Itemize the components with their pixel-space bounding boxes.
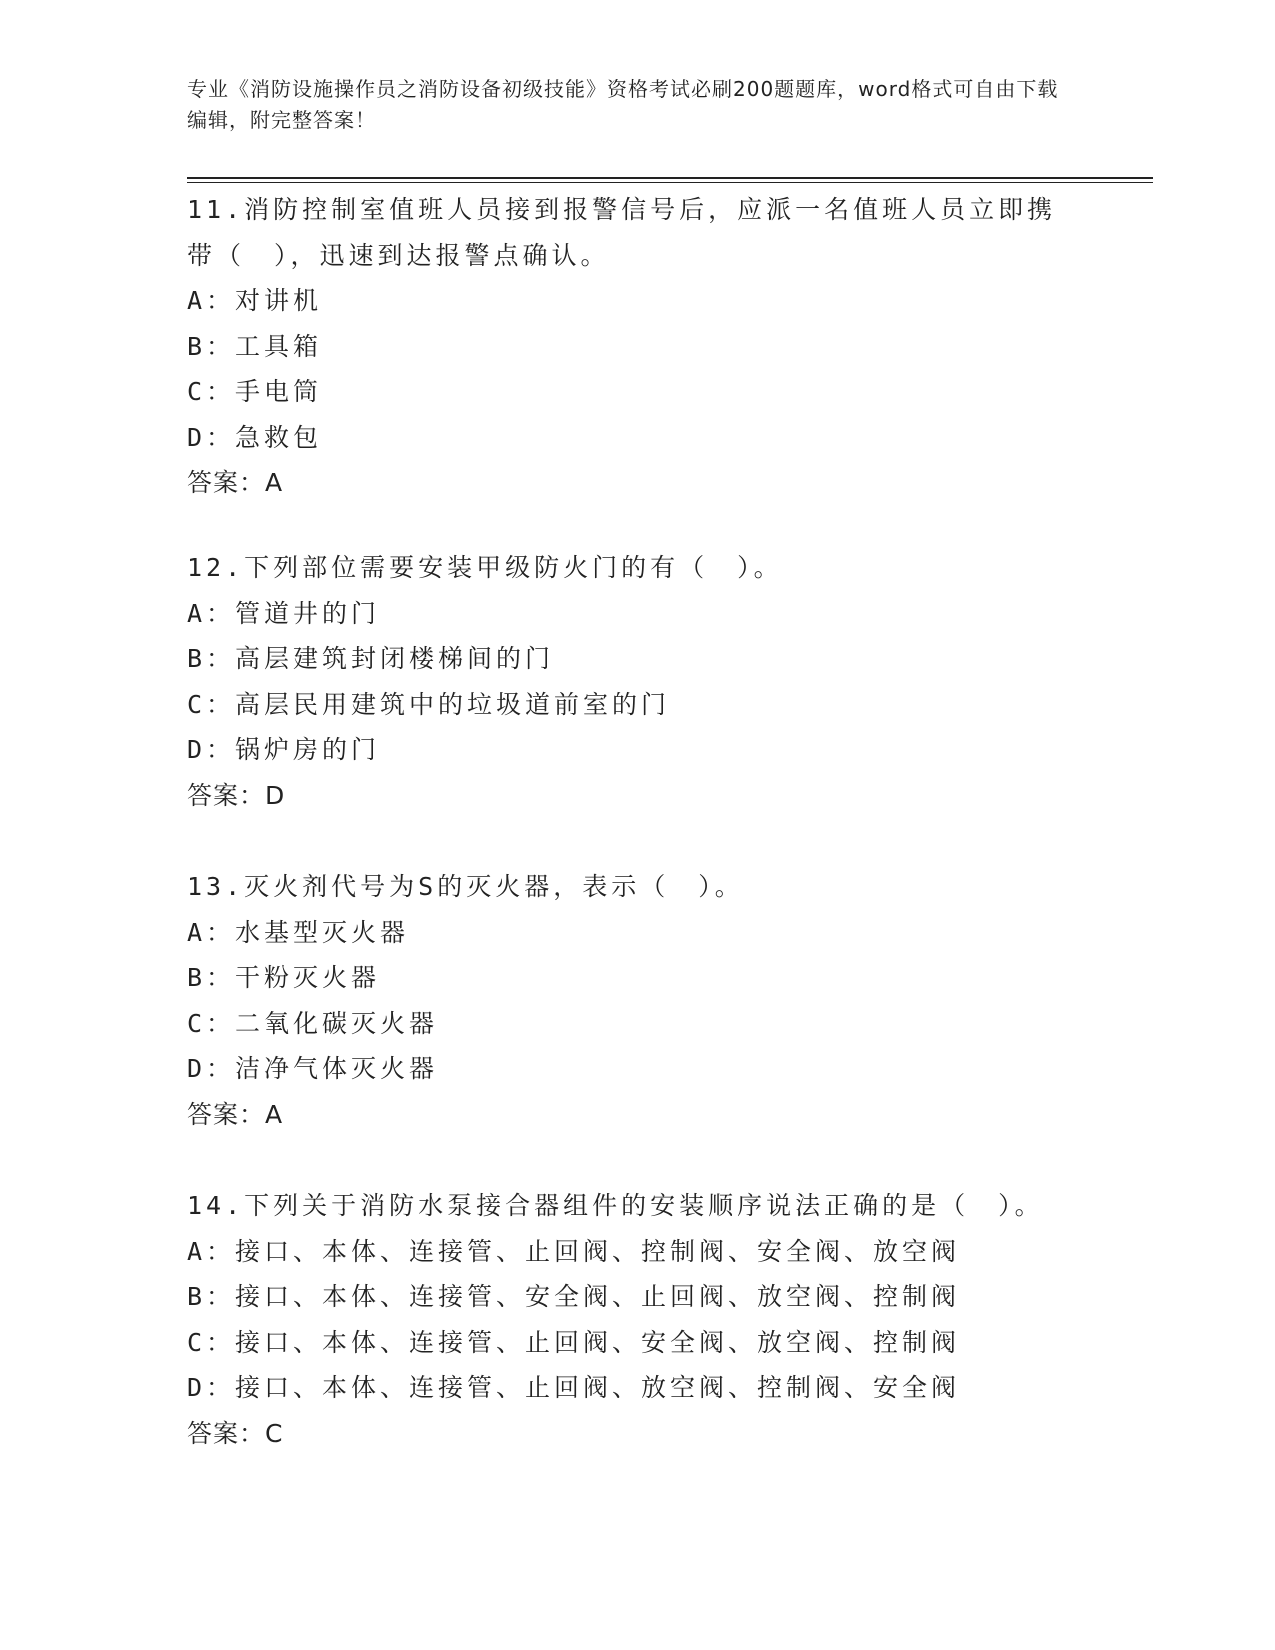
answer: 答案：A — [187, 468, 284, 497]
question-14 — [187, 1183, 1087, 1456]
option-d: D：锅炉房的门 — [187, 735, 381, 764]
option-d: D：接口、本体、连接管、止回阀、放空阀、控制阀、安全阀 — [187, 1373, 961, 1402]
option-a: A：水基型灭火器 — [187, 917, 410, 947]
option-b: B：干粉灭火器 — [187, 963, 381, 992]
question-stem: 12.下列部位需要安装甲级防火门的有（ ）。 — [187, 553, 783, 582]
option-b: B：高层建筑封闭楼梯间的门 — [187, 644, 555, 673]
answer: 答案：D — [187, 780, 286, 810]
option-c: C：高层民用建筑中的垃圾道前室的门 — [187, 689, 671, 719]
question-stem: 13.灭火剂代号为S的灭火器，表示（ ）。 — [187, 872, 744, 901]
answer: 答案：C — [187, 1418, 284, 1448]
option-a: A：管道井的门 — [187, 598, 381, 628]
answer: 答案：A — [187, 1099, 284, 1129]
question-stem: 14.下列关于消防水泵接合器组件的安装顺序说法正确的是（ ）。 — [187, 1191, 1044, 1220]
document-header: 专业《消防设施操作员之消防设备初级技能》资格考试必刷200题题库，word格式可自由下载编辑，附完整答案！ — [187, 77, 1059, 132]
question-13 — [187, 864, 1087, 1137]
option-c: C：手电筒 — [187, 377, 323, 406]
question-11 — [187, 187, 1087, 506]
option-b: B：工具箱 — [187, 331, 323, 361]
option-c: C：接口、本体、连接管、止回阀、安全阀、放空阀、控制阀 — [187, 1327, 961, 1357]
header-divider-thick — [187, 177, 1153, 179]
option-d: D：洁净气体灭火器 — [187, 1054, 439, 1083]
option-c: C：二氧化碳灭火器 — [187, 1008, 439, 1038]
option-a: A：对讲机 — [187, 286, 323, 315]
header-divider-thin — [187, 182, 1153, 183]
option-a: A：接口、本体、连接管、止回阀、控制阀、安全阀、放空阀 — [187, 1236, 961, 1266]
question-12 — [187, 545, 1087, 818]
question-stem: 11.消防控制室值班人员接到报警信号后，应派一名值班人员立即携带（ ），迅速到达报警点确认。 — [187, 195, 1057, 270]
option-d: D：急救包 — [187, 422, 323, 452]
option-b: B：接口、本体、连接管、安全阀、止回阀、放空阀、控制阀 — [187, 1282, 961, 1311]
